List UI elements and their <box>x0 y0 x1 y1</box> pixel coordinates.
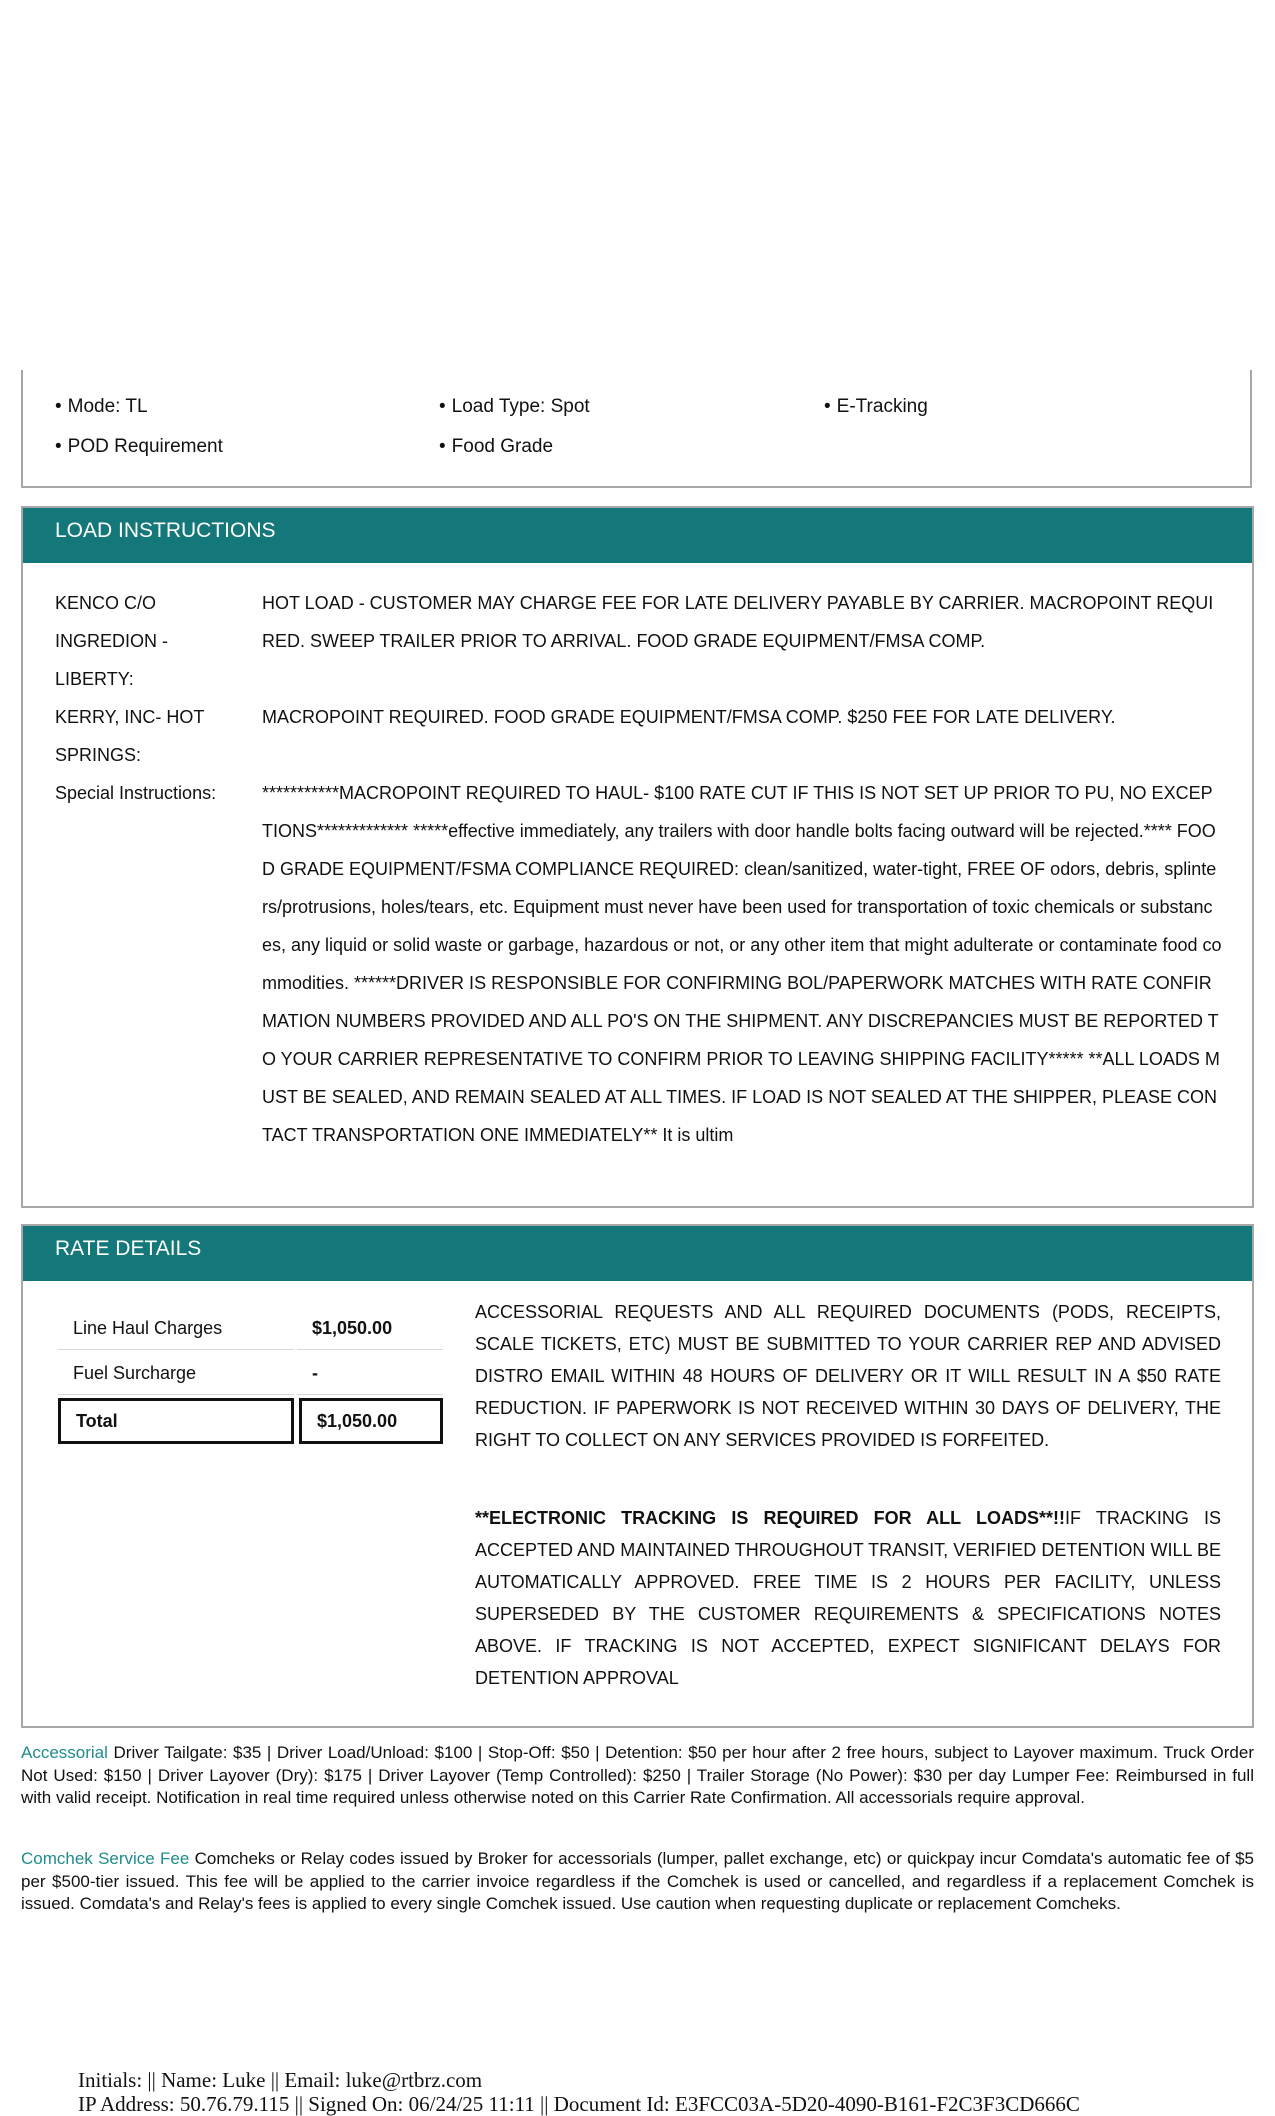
signer-line: Initials: || Name: Luke || Email: luke@rtbrz.com <box>78 2068 483 2092</box>
instruction-text: ***********MACROPOINT REQUIRED TO HAUL- $100 RATE CUT IF THIS IS NOT SET UP PRIOR TO PU, NO EXCEPTIONS************* *****effective immediately, any trailers with door handle bolts facing outward will be rejected.**** FOOD GRADE EQUIPMENT/FSMA COMPLIANCE REQUIRED: clean/sanitized, water-tight, FREE OF odors, debris, splinters/protrusions, holes/tears, etc. Equipment must never have been used for transportation of toxic chemicals or substances, any liquid or solid waste or garbage, hazardous or not, or any other item that might adulterate or contaminate food commodities. ******DRIVER IS RESPONSIBLE FOR CONFIRMING BOL/PAPERWORK MATCHES WITH RATE CONFIRMATION NUMBERS PROVIDED AND ALL PO'S ON THE SHIPMENT. ANY DISCREPANCIES MUST BE REPORTED TO YOUR CARRIER REPRESENTATIVE TO CONFIRM PRIOR TO LEAVING SHIPPING FACILITY***** **ALL LOADS MUST BE SEALED, AND REMAIN SEALED AT ALL TIMES. IF LOAD IS NOT SEALED AT THE SHIPPER, PLEASE CONTACT TRANSPORTATION ONE IMMEDIATELY** It is ultim <box>262 783 1222 1145</box>
table-row <box>58 1306 443 1350</box>
tracking-text: IF TRACKING IS ACCEPTED AND MAINTAINED THROUGHOUT TRANSIT, VERIFIED DETENTION WILL BE AUTOMATICALLY APPROVED. FREE TIME IS 2 HOURS PER FACILITY, UNLESS SUPERSEDED BY THE CUSTOMER REQUIREMENTS & SPECIFICATIONS NOTES ABOVE. IF TRACKING IS NOT ACCEPTED, EXPECT SIGNIFICANT DELAYS FOR DETENTION APPROVAL <box>475 1508 1222 1688</box>
rate-label: Fuel Surcharge <box>58 1351 294 1395</box>
requirement-item: • Load Type: Spot <box>439 396 590 417</box>
accessorial-text: Driver Tailgate: $35 | Driver Load/Unload: $100 | Stop-Off: $50 | Detention: $50 per hour after 2 free hours, subject to Layover maximum. Truck Order Not Used: $150 | Driver Layover (Dry): $175 | Driver Layover (Temp Controlled): $250 | Trailer Storage (No Power): $30 per day Lumper Fee: Reimbursed in full with valid receipt. Notification in real time required unless otherwise noted on this Carrier Rate Confirmation. All accessorials require approval. <box>21 1743 1254 1807</box>
rate-details-panel <box>21 1224 1254 1728</box>
tracking-paragraph <box>475 1502 1221 1694</box>
instruction-text: MACROPOINT REQUIRED. FOOD GRADE EQUIPMENT/FMSA COMP. $250 FEE FOR LATE DELIVERY. <box>262 707 1116 727</box>
requirement-item: • E-Tracking <box>824 396 928 417</box>
rate-label: Line Haul Charges <box>58 1306 294 1350</box>
section-header: RATE DETAILS <box>23 1226 1252 1281</box>
section-header: LOAD INSTRUCTIONS <box>23 508 1252 563</box>
comchek-key: Comchek Service Fee <box>21 1849 190 1868</box>
total-row <box>58 1398 443 1442</box>
rate-value: $1,050.00 <box>297 1306 443 1350</box>
instruction-label: KENCO C/O INGREDION - LIBERTY: <box>55 593 169 689</box>
tracking-heading: **ELECTRONIC TRACKING IS REQUIRED FOR ALL LOADS**!! <box>475 1508 1065 1528</box>
document-id-line: IP Address: 50.76.79.115 || Signed On: 06/24/25 11:11 || Document Id: E3FCC03A-5D20-4090-B161-F2C3F3CD666C <box>78 2092 1080 2116</box>
accessorial-requests-paragraph: ACCESSORIAL REQUESTS AND ALL REQUIRED DOCUMENTS (PODS, RECEIPTS, SCALE TICKETS, ETC) MUST BE SUBMITTED TO YOUR CARRIER REP AND ADVISED DISTRO EMAIL WITHIN 48 HOURS OF DELIVERY OR IT WILL RESULT IN A $50 RATE REDUCTION. IF PAPERWORK IS NOT RECEIVED WITHIN 30 DAYS OF DELIVERY, THE RIGHT TO COLLECT ON ANY SERVICES PROVIDED IS FORFEITED. <box>475 1302 1221 1450</box>
total-value: $1,050.00 <box>299 1398 443 1444</box>
load-instructions-panel <box>21 506 1254 1208</box>
instruction-label: Special Instructions: <box>55 783 217 803</box>
requirement-item: • POD Requirement <box>55 436 223 457</box>
rate-value: - <box>297 1351 443 1395</box>
table-row <box>58 1351 443 1395</box>
signature-footer <box>78 2068 1080 2116</box>
accessorial-key: Accessorial <box>21 1743 108 1762</box>
comchek-note <box>21 1848 1254 1916</box>
requirement-item: • Mode: TL <box>55 396 148 417</box>
instruction-label: KERRY, INC- HOT SPRINGS: <box>55 707 205 765</box>
total-label: Total <box>58 1398 294 1444</box>
requirement-item: • Food Grade <box>439 436 554 457</box>
accessorial-note <box>21 1742 1254 1810</box>
requirements-box <box>21 370 1252 488</box>
instruction-text: HOT LOAD - CUSTOMER MAY CHARGE FEE FOR LATE DELIVERY PAYABLE BY CARRIER. MACROPOINT REQUIRED. SWEEP TRAILER PRIOR TO ARRIVAL. FOOD GRADE EQUIPMENT/FMSA COMP. <box>262 593 1214 651</box>
comchek-text: Comcheks or Relay codes issued by Broker for accessorials (lumper, pallet exchange, etc) or quickpay incur Comdata's automatic fee of $5 per $500-tier issued. This fee will be applied to the carrier invoice regardless if the Comchek is used or cancelled, and regardless if a replacement Comchek is issued. Comdata's and Relay's fees is applied to every single Comchek issued. Use caution when requesting duplicate or replacement Comcheks. <box>21 1849 1254 1913</box>
